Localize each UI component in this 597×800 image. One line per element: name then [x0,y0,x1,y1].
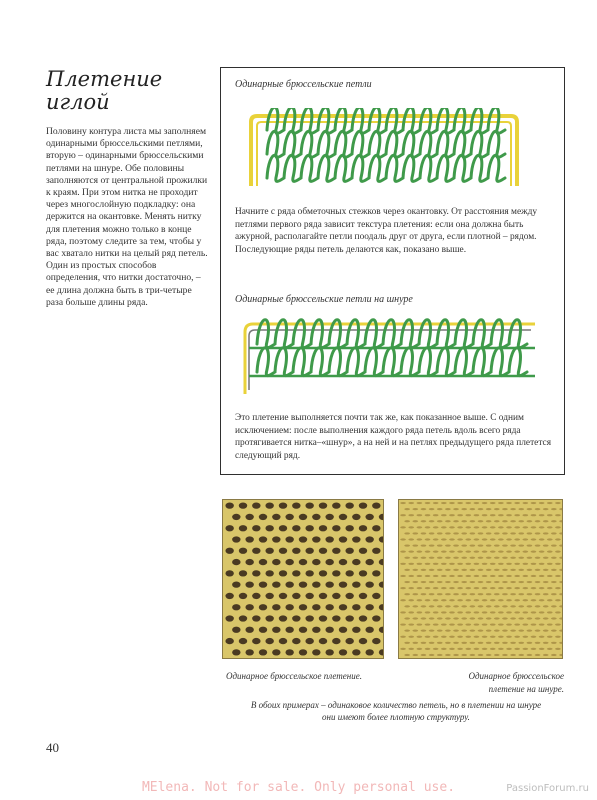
diagram2-caption: Одинарные брюссельские петли на шнуре [235,294,413,305]
single-brussels-loops-diagram [249,108,529,193]
comparison-note-1: В обоих примерах – одинаковое количество петель, но в плетении на шнуре [250,700,542,710]
instruction-panel [220,67,565,475]
diagram2-description: Это плетение выполняется почти так же, как показанное выше. С одним исключением: после выполнения каждого ряда петель вдоль всего ряда протягивается нитка–«шнур», а на ней и на петлях предыдущего ряда плетется следующий ряд. [235,413,552,461]
lace-sample-photo-corded [398,499,563,659]
page-number: 40 [46,740,59,755]
photo-left-caption: Одинарное брюссельское плетение. [226,671,362,681]
lace-sample-photo-open [222,499,384,659]
lead-paragraph: Половину контура листа мы заполняем одинарными брюссельскими петлями, вторую – одинарными брюссельскими петлями на шнуре. Обе половины заполняются от центральной прожилки к краям. При этом нитка не проходит через многослойную подкладку: она держится на окантовке. Менять нитку для плетения можно только в конце ряда, поэтому следите за тем, чтобы у вас хватало нитки на целый ряд петель. Один из простых способов определения, что нитки достаточно, – ее длина должна быть в три-четыре раза больше длины ряда. [46,126,208,308]
photo-right-caption-1: Одинарное брюссельское [468,671,564,681]
page-title: Плетение иглой [46,67,163,114]
comparison-note-2: они имеют более плотную структуру. [322,712,470,722]
photo-right-caption-2: плетение на шнуре. [488,684,564,694]
diagram1-description: Начните с ряда обметочных стежков через окантовку. От расстояния между петлями первого ряда зависит текстура плетения: если она должна быть ажурной, располагайте петли поодаль друг от друга, если плотной – рядом. Последующие ряды петель делаются как, показано выше. [235,207,538,255]
site-watermark: PassionForum.ru [506,783,589,794]
diagram1-caption: Одинарные брюссельские петли [235,79,372,90]
corded-brussels-loops-diagram [243,314,543,398]
watermark: MElena. Not for sale. Only personal use. [141,780,456,795]
